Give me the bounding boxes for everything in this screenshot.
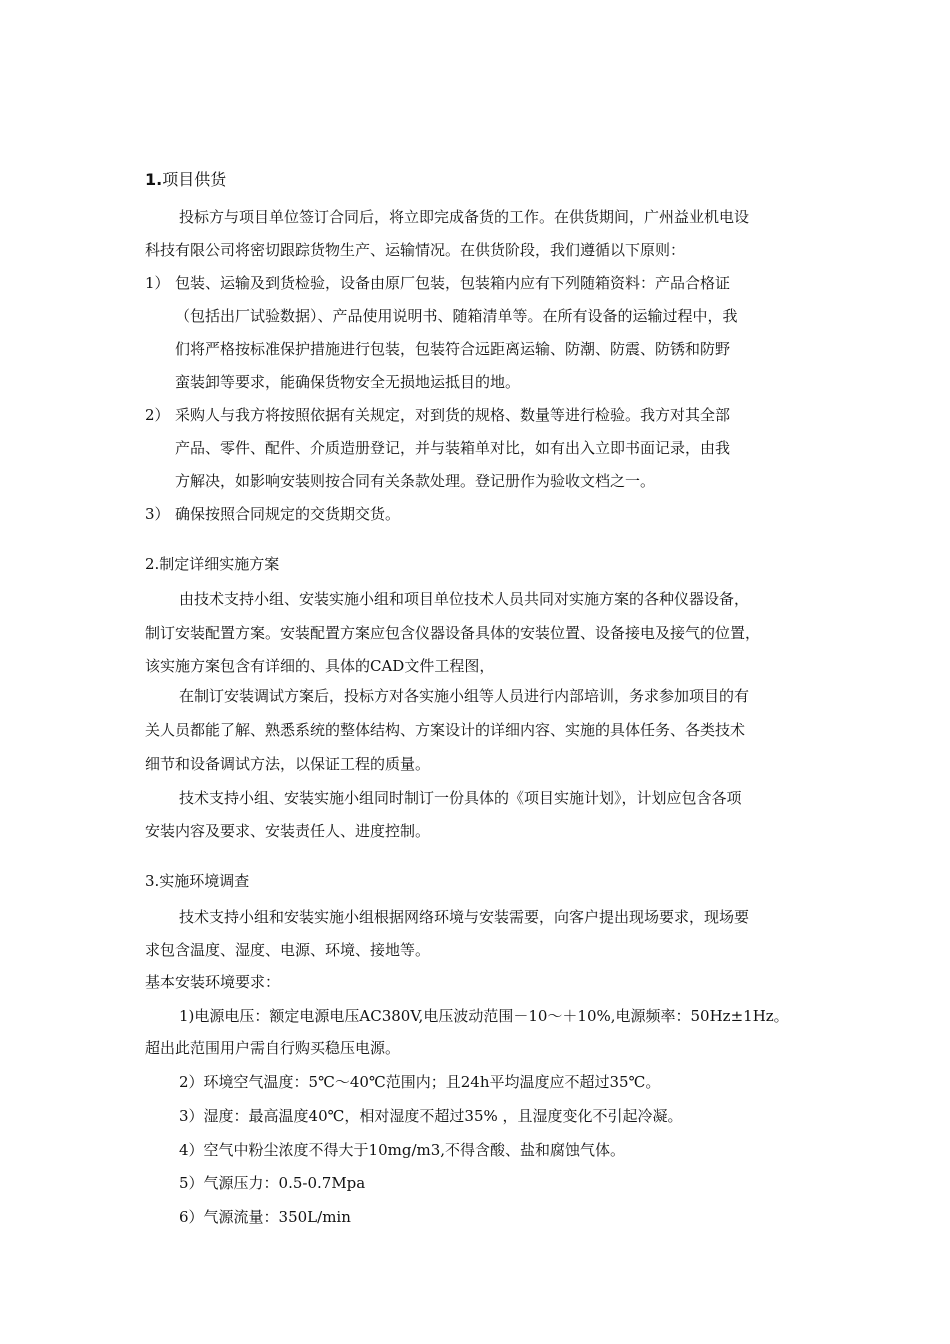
- list-item-text: 包装、运输及到货检验，设备由原厂包装，包装箱内应有下列随箱资料：产品合格证: [175, 274, 731, 292]
- list-item-text: 产品、零件、配件、介质造册登记，并与装箱单对比，如有出入立即书面记录，由我: [175, 439, 731, 457]
- section-2-line: 关人员都能了解、熟悉系统的整体结构、方案设计的详细内容、实施的具体任务、各类技术: [145, 721, 746, 739]
- list-item-text: （包括出厂试验数据）、产品使用说明书、随箱清单等。在所有设备的运输过程中，我: [175, 307, 738, 325]
- section-1-heading: [145, 170, 226, 190]
- section-3-line: 4）空气中粉尘浓度不得大于10mg/m3,不得含酸、盐和腐蚀气体。: [179, 1141, 626, 1159]
- section-2-line: 由技术支持小组、安装实施小组和项目单位技术人员共同对实施方案的各种仪器设备，: [179, 590, 750, 608]
- section-3-line: 超出此范围用户需自行购买稳压电源。: [145, 1039, 401, 1057]
- list-marker: 3）: [145, 505, 170, 523]
- section-2-line: 在制订安装调试方案后，投标方对各实施小组等人员进行内部培训，务求参加项目的有: [179, 687, 750, 705]
- section-2-line: 安装内容及要求、安装责任人、进度控制。: [145, 822, 431, 840]
- section-3-line: 求包含温度、湿度、电源、环境、接地等。: [145, 941, 431, 959]
- section-2-line: 该实施方案包含有详细的、具体的CAD文件工程图，: [145, 657, 495, 675]
- section-3-line: 5）气源压力：0.5-0.7Mpa: [179, 1174, 366, 1192]
- section-2-line: 制订安装配置方案。安装配置方案应包含仪器设备具体的安装位置、设备接电及接气的位置，: [145, 624, 761, 642]
- section-2-line: 技术支持小组、安装实施小组同时制订一份具体的《项目实施计划》，计划应包含各项: [179, 789, 742, 807]
- section-3-line: 基本安装环境要求：: [145, 973, 281, 991]
- section-3-line: 2）环境空气温度：5℃～40℃范围内；且24h平均温度应不超过35℃。: [179, 1073, 661, 1091]
- list-item-text: 确保按照合同规定的交货期交货。: [175, 505, 401, 523]
- section-1-title: 项目供货: [162, 170, 227, 189]
- section-1-number: 1.: [145, 170, 163, 189]
- list-item-text: 方解决，如影响安装则按合同有关条款处理。登记册作为验收文档之一。: [175, 472, 656, 490]
- list-item-text: 蛮装卸等要求，能确保货物安全无损地运抵目的地。: [175, 373, 521, 391]
- list-item-2: [145, 405, 730, 425]
- section-2-line: 细节和设备调试方法，以保证工程的质量。: [145, 755, 431, 773]
- section-3-line: 3）湿度：最高温度40℃，相对湿度不超过35% ，且湿度变化不引起冷凝。: [179, 1107, 683, 1125]
- list-item-1: [145, 273, 730, 293]
- list-marker: 1）: [145, 274, 170, 292]
- section-3-line: 6）气源流量：350L/min: [179, 1208, 351, 1226]
- list-item-text: 采购人与我方将按照依据有关规定，对到货的规格、数量等进行检验。我方对其全部: [175, 406, 731, 424]
- list-marker: 2）: [145, 406, 170, 424]
- section-1-para-line: 投标方与项目单位签订合同后，将立即完成备货的工作。在供货期间，广州益业机电设: [179, 208, 750, 226]
- section-3-line: 技术支持小组和安装实施小组根据网络环境与安装需要，向客户提出现场要求，现场要: [179, 908, 750, 926]
- section-3-line: 1)电源电压：额定电源电压AC380V,电压波动范围－10～＋10%,电源频率：50Hz±1Hz。: [179, 1007, 789, 1025]
- list-item-3: [145, 504, 400, 524]
- section-3-heading: 3.实施环境调查: [145, 872, 250, 890]
- list-item-text: 们将严格按标准保护措施进行包装，包装符合远距离运输、防潮、防震、防锈和防野: [175, 340, 731, 358]
- section-1-para-line: 科技有限公司将密切跟踪货物生产、运输情况。在供货阶段，我们遵循以下原则：: [145, 241, 686, 259]
- section-2-heading: 2.制定详细实施方案: [145, 555, 280, 573]
